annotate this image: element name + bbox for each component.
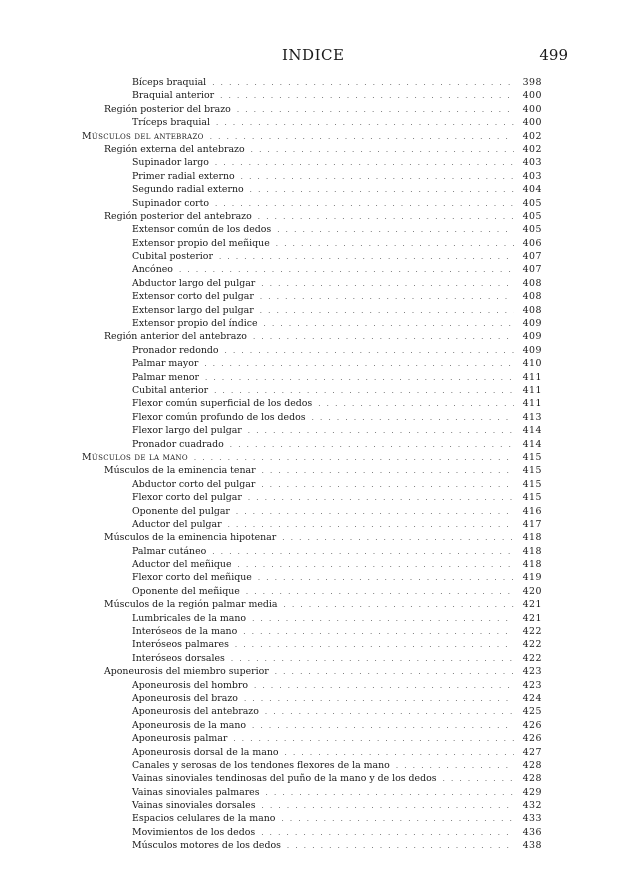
dot-leader	[216, 117, 514, 130]
toc-entry-title: Vainas sinoviales tendinosas del puño de la mano y de los dedos	[132, 773, 437, 785]
dot-leader	[230, 439, 514, 452]
toc-entry	[82, 692, 542, 705]
dot-leader	[261, 479, 514, 492]
toc-entry-title: Región posterior del antebrazo	[104, 210, 252, 222]
toc-entry	[82, 250, 542, 263]
toc-entry	[82, 143, 542, 156]
toc-entry-page: 405	[522, 197, 542, 209]
toc-entry-page: 409	[522, 331, 542, 343]
dot-leader	[248, 492, 514, 505]
dot-leader	[220, 90, 514, 103]
toc-entry-title: Músculos motores de los dedos	[132, 840, 281, 852]
toc-entry	[82, 719, 542, 732]
dot-leader	[241, 171, 514, 184]
toc-entry	[82, 531, 542, 544]
dot-leader	[275, 666, 514, 679]
toc-entry-title: Abductor corto del pulgar	[132, 478, 256, 490]
toc-entry	[82, 371, 542, 384]
toc-entry	[82, 826, 542, 839]
toc-entry-title: Aponeurosis del brazo	[132, 692, 238, 704]
toc-entry-page: 428	[522, 773, 542, 785]
toc-entry	[82, 130, 542, 143]
dot-leader	[235, 639, 514, 652]
toc-entry	[82, 237, 542, 250]
toc-entry-title: Aponeurosis de la mano	[132, 719, 247, 731]
toc-entry-page: 416	[522, 505, 542, 517]
toc-entry-title: Región anterior del antebrazo	[104, 331, 247, 343]
toc-entry-title: Extensor propio del meñique	[132, 237, 270, 249]
toc-entry	[82, 183, 542, 196]
dot-leader	[250, 184, 514, 197]
toc-entry	[82, 263, 542, 276]
toc-entry-title: Músculos de la eminencia tenar	[104, 465, 256, 477]
toc-entry	[82, 411, 542, 424]
toc-entry-page: 411	[522, 371, 542, 383]
toc-entry	[82, 746, 542, 759]
toc-entry-page: 402	[522, 130, 542, 142]
toc-entry-title: Cubital posterior	[132, 251, 213, 263]
toc-entry-title: Flexor largo del pulgar	[132, 425, 242, 437]
dot-leader	[212, 546, 514, 559]
toc-entry-title: Extensor común de los dedos	[132, 224, 272, 236]
toc-entry-page: 417	[522, 518, 542, 530]
toc-entry-title: Músculos de la eminencia hipotenar	[104, 532, 277, 544]
toc-entry	[82, 344, 542, 357]
dot-leader	[251, 144, 514, 157]
toc-entry-page: 400	[522, 103, 542, 115]
page-header	[0, 46, 638, 66]
toc-entry-page: 413	[522, 411, 542, 423]
dot-leader	[238, 559, 514, 572]
toc-entry-title: Interóseos de la mano	[132, 626, 238, 638]
toc-entry-page: 407	[522, 264, 542, 276]
toc-entry	[82, 571, 542, 584]
dot-leader	[266, 787, 514, 800]
toc-entry-page: 423	[522, 666, 542, 678]
toc-entry	[82, 170, 542, 183]
toc-entry	[82, 397, 542, 410]
dot-leader	[312, 412, 514, 425]
toc-entry-page: 421	[522, 599, 542, 611]
toc-entry-page: 433	[522, 813, 542, 825]
toc-entry-title: Braquial anterior	[132, 90, 215, 102]
dot-leader	[262, 800, 514, 813]
toc-entry-page: 406	[522, 237, 542, 249]
toc-entry-title: Oponente del meñique	[132, 585, 240, 597]
toc-entry	[82, 330, 542, 343]
dot-leader	[281, 813, 514, 826]
toc-entry-title: Cubital anterior	[132, 384, 209, 396]
dot-leader	[214, 385, 514, 398]
toc-entry-page: 405	[522, 210, 542, 222]
dot-leader	[246, 586, 514, 599]
toc-entry-title: Flexor corto del meñique	[132, 572, 252, 584]
toc-entry-page: 414	[522, 425, 542, 437]
dot-leader	[228, 519, 514, 532]
toc-entry	[82, 424, 542, 437]
toc-entry-title: Músculos de la región palmar media	[104, 599, 278, 611]
dot-leader	[215, 157, 514, 170]
toc-entry-title: Extensor largo del pulgar	[132, 304, 254, 316]
toc-entry-title: Aductor del meñique	[132, 559, 232, 571]
dot-leader	[258, 211, 514, 224]
toc-entry	[82, 223, 542, 236]
toc-entry-page: 438	[522, 840, 542, 852]
dot-leader	[253, 331, 514, 344]
toc-entry	[82, 772, 542, 785]
toc-entry	[82, 451, 542, 464]
toc-entry-page: 409	[522, 318, 542, 330]
dot-leader	[231, 653, 514, 666]
toc-entry-title: Vainas sinoviales dorsales	[132, 800, 256, 812]
dot-leader	[287, 840, 514, 853]
toc-entry-title: Segundo radial externo	[132, 184, 244, 196]
toc-entry	[82, 438, 542, 451]
toc-entry-title: Flexor común profundo de los dedos	[132, 411, 306, 423]
dot-leader	[285, 747, 514, 760]
toc-entry	[82, 478, 542, 491]
dot-leader	[204, 358, 514, 371]
toc-entry-page: 436	[522, 826, 542, 838]
toc-entry-page: 400	[522, 90, 542, 102]
toc-entry	[82, 197, 542, 210]
dot-leader	[236, 506, 514, 519]
toc-entry-page: 418	[522, 545, 542, 557]
toc-entry	[82, 491, 542, 504]
toc-entry	[82, 384, 542, 397]
dot-leader	[396, 760, 514, 773]
toc-entry-page: 428	[522, 759, 542, 771]
dot-leader	[210, 131, 514, 144]
toc-entry-page: 421	[522, 612, 542, 624]
toc-entry-title: Extensor propio del índice	[132, 318, 258, 330]
toc-entry-page: 411	[522, 384, 542, 396]
dot-leader	[443, 773, 514, 786]
toc-entry-title: Aponeurosis del antebrazo	[132, 706, 259, 718]
dot-leader	[248, 425, 514, 438]
toc-entry-title: Ancóneo	[132, 264, 173, 276]
toc-entry-page: 415	[522, 451, 542, 463]
dot-leader	[284, 599, 514, 612]
dot-leader	[258, 572, 514, 585]
toc-entry-page: 402	[522, 143, 542, 155]
dot-leader	[264, 318, 514, 331]
toc-entry	[82, 732, 542, 745]
toc-entry-title: Aponeurosis palmar	[132, 733, 228, 745]
toc-entry-page: 426	[522, 719, 542, 731]
toc-entry-title: Aponeurosis del hombro	[132, 679, 248, 691]
dot-leader	[265, 706, 514, 719]
dot-leader	[194, 452, 514, 465]
toc-entry	[82, 103, 542, 116]
toc-entry	[82, 612, 542, 625]
dot-leader	[261, 827, 514, 840]
toc-entry-title: Supinador corto	[132, 197, 209, 209]
dot-leader	[225, 345, 514, 358]
toc-entry	[82, 679, 542, 692]
toc-entry	[82, 317, 542, 330]
toc-entry	[82, 518, 542, 531]
toc-entry-title: Aponeurosis del miembro superior	[104, 666, 269, 678]
dot-leader	[262, 465, 514, 478]
toc-entry-title: Pronador redondo	[132, 344, 219, 356]
toc-entry-page: 404	[522, 184, 542, 196]
toc-entry-page: 420	[522, 585, 542, 597]
dot-leader	[252, 613, 514, 626]
toc-entry-page: 419	[522, 572, 542, 584]
dot-leader	[276, 238, 514, 251]
toc-entry	[82, 76, 542, 89]
dot-leader	[215, 198, 514, 211]
toc-entry-page: 410	[522, 358, 542, 370]
toc-entry-page: 422	[522, 639, 542, 651]
toc-entry	[82, 505, 542, 518]
toc-entry-page: 432	[522, 800, 542, 812]
table-of-contents	[82, 76, 542, 853]
toc-entry-title: Región externa del antebrazo	[104, 143, 245, 155]
dot-leader	[282, 532, 514, 545]
toc-entry-title: Palmar menor	[132, 371, 200, 383]
toc-entry-page: 408	[522, 291, 542, 303]
dot-leader	[233, 733, 514, 746]
toc-entry	[82, 665, 542, 678]
toc-entry	[82, 558, 542, 571]
toc-entry-title: Bíceps braquial	[132, 77, 207, 88]
toc-entry	[82, 839, 542, 852]
dot-leader	[237, 104, 514, 117]
toc-entry-title: Tríceps braquial	[132, 117, 211, 129]
toc-entry	[82, 545, 542, 558]
toc-entry-title: Palmar mayor	[132, 358, 199, 370]
toc-entry-page: 425	[522, 706, 542, 718]
toc-entry-page: 414	[522, 438, 542, 450]
toc-entry-page: 408	[522, 304, 542, 316]
toc-entry-title: Espacios celulares de la mano	[132, 813, 276, 825]
toc-entry-page: 427	[522, 746, 542, 758]
toc-entry	[82, 705, 542, 718]
toc-entry	[82, 116, 542, 129]
toc-entry	[82, 786, 542, 799]
toc-entry	[82, 598, 542, 611]
toc-entry	[82, 357, 542, 370]
page-title: INDICE	[282, 46, 345, 64]
toc-entry-page: 400	[522, 117, 542, 129]
dot-leader	[212, 77, 514, 90]
toc-entry-page: 409	[522, 344, 542, 356]
toc-entry-page: 429	[522, 786, 542, 798]
toc-entry-title: Extensor corto del pulgar	[132, 291, 254, 303]
dot-leader	[244, 693, 514, 706]
toc-entry-title: Canales y serosas de los tendones flexores de la mano	[132, 759, 390, 771]
toc-entry	[82, 585, 542, 598]
toc-entry-page: 418	[522, 559, 542, 571]
toc-entry-title: Supinador largo	[132, 157, 209, 169]
dot-leader	[205, 372, 514, 385]
toc-entry-title: Pronador cuadrado	[132, 438, 224, 450]
toc-entry-title: Interóseos palmares	[132, 639, 229, 651]
toc-entry-page: 411	[522, 398, 542, 410]
dot-leader	[261, 278, 514, 291]
dot-leader	[260, 305, 514, 318]
toc-entry-page: 426	[522, 733, 542, 745]
toc-entry-title: Abductor largo del pulgar	[132, 277, 256, 289]
toc-entry-page: 403	[522, 170, 542, 182]
dot-leader	[277, 224, 514, 237]
toc-entry-page: 408	[522, 277, 542, 289]
toc-entry-title: Músculos de la mano	[82, 451, 188, 463]
toc-entry-title: Flexor común superficial de los dedos	[132, 398, 313, 410]
toc-entry-title: Oponente del pulgar	[132, 505, 230, 517]
toc-entry-title: Interóseos dorsales	[132, 652, 225, 664]
page-number: 499	[539, 46, 568, 64]
toc-entry-page: 424	[522, 692, 542, 704]
toc-entry-title: Músculos del antebrazo	[82, 130, 204, 142]
dot-leader	[243, 626, 514, 639]
toc-entry	[82, 277, 542, 290]
toc-entry-page: 415	[522, 492, 542, 504]
toc-entry	[82, 210, 542, 223]
toc-entry-page: 398	[522, 77, 542, 88]
toc-entry-title: Región posterior del brazo	[104, 103, 231, 115]
toc-entry-title: Movimientos de los dedos	[132, 826, 256, 838]
toc-entry	[82, 638, 542, 651]
dot-leader	[179, 264, 514, 277]
toc-entry-page: 423	[522, 679, 542, 691]
dot-leader	[260, 291, 514, 304]
toc-entry-page: 403	[522, 157, 542, 169]
toc-entry-page: 422	[522, 626, 542, 638]
toc-entry-page: 415	[522, 465, 542, 477]
toc-entry-page: 415	[522, 478, 542, 490]
toc-entry	[82, 290, 542, 303]
toc-entry	[82, 759, 542, 772]
toc-entry-page: 422	[522, 652, 542, 664]
toc-entry-title: Lumbricales de la mano	[132, 612, 247, 624]
toc-entry-title: Aductor del pulgar	[132, 518, 222, 530]
toc-entry	[82, 625, 542, 638]
toc-entry	[82, 799, 542, 812]
toc-entry-page: 405	[522, 224, 542, 236]
dot-leader	[254, 680, 514, 693]
toc-entry	[82, 89, 542, 102]
toc-entry	[82, 156, 542, 169]
dot-leader	[318, 398, 514, 411]
dot-leader	[252, 720, 514, 733]
dot-leader	[219, 251, 514, 264]
toc-entry-title: Palmar cutáneo	[132, 545, 207, 557]
toc-entry-page: 407	[522, 251, 542, 263]
toc-entry-page: 418	[522, 532, 542, 544]
toc-entry	[82, 652, 542, 665]
toc-entry	[82, 812, 542, 825]
toc-entry-title: Vainas sinoviales palmares	[132, 786, 260, 798]
toc-entry-title: Primer radial externo	[132, 170, 235, 182]
toc-entry-title: Flexor corto del pulgar	[132, 492, 242, 504]
toc-entry-title: Aponeurosis dorsal de la mano	[132, 746, 279, 758]
toc-entry	[82, 304, 542, 317]
toc-entry	[82, 464, 542, 477]
